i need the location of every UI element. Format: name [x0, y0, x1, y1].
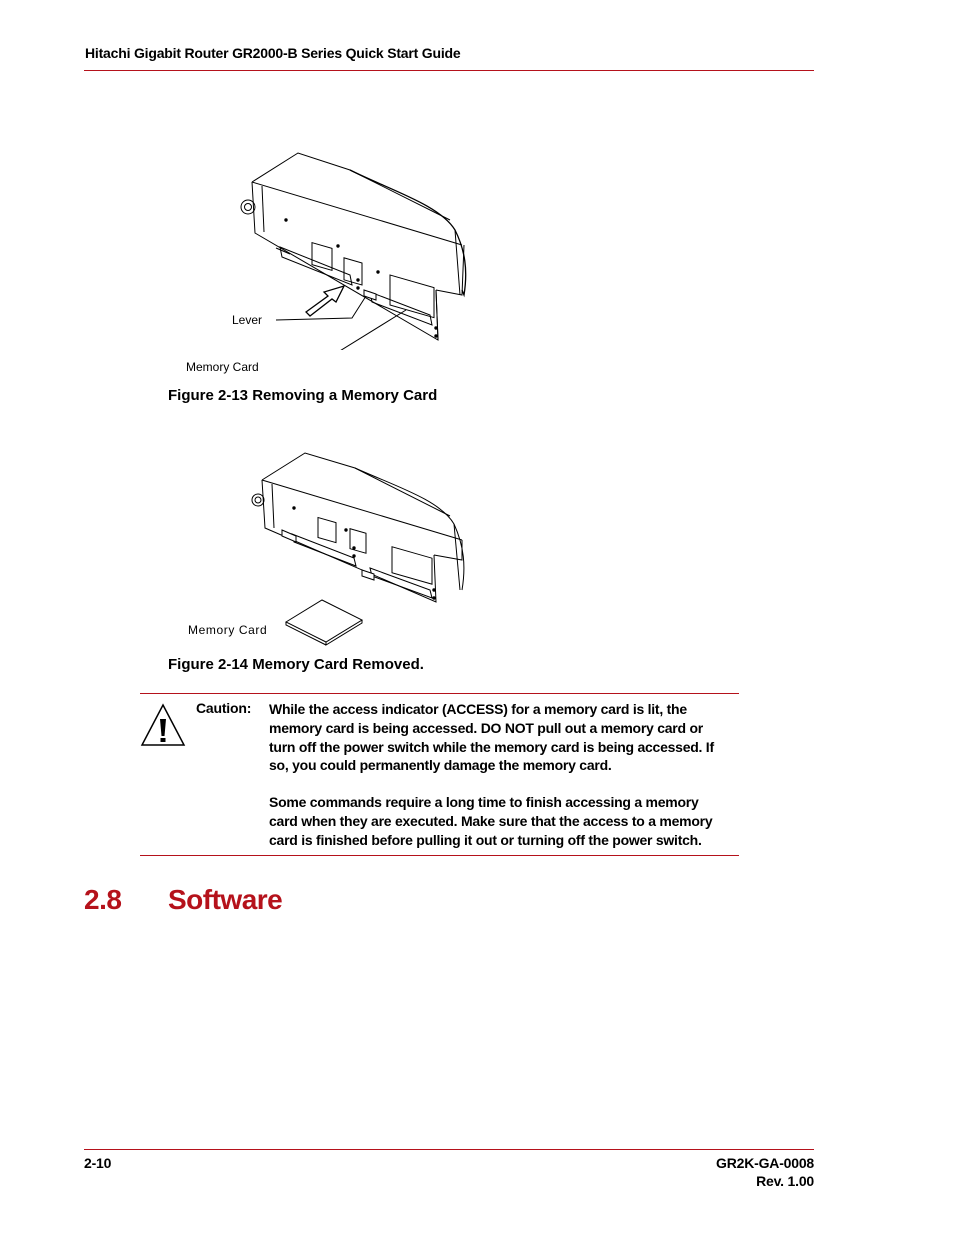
warning-exclamation-icon [140, 703, 186, 747]
section-title: Software [168, 884, 283, 915]
memory-card-label: Memory Card [186, 360, 259, 374]
page-number: 2-10 [84, 1155, 112, 1171]
memory-card-removed-label: Memory Card [188, 623, 268, 637]
caution-bottom-rule [140, 855, 739, 856]
caution-top-rule [140, 693, 739, 694]
lever-label: Lever [232, 313, 263, 327]
figure-2-14-illustration [250, 450, 470, 650]
header-rule [84, 70, 814, 71]
caution-paragraph-1: While the access indicator (ACCESS) for a memory card is lit, the memory card is being accessed. DO NOT pull out a memory card or turn off the power switch while the memory card is being accessed. If so, you could permanently damage the memory card. [269, 701, 714, 774]
section-number: 2.8 [84, 884, 122, 915]
caution-paragraph-2: Some commands require a long time to finish accessing a memory card when they are executed. Make sure that the access to a memory card is finished before pulling it out or turning off the power switch. [269, 794, 713, 848]
figure-2-13-illustration [240, 150, 480, 350]
caution-label: Caution: [196, 700, 252, 716]
figure-2-13-caption: Figure 2-13 Removing a Memory Card [168, 387, 438, 404]
running-header: Hitachi Gigabit Router GR2000-B Series Quick Start Guide [85, 45, 461, 61]
revision: Rev. 1.00 [756, 1173, 814, 1189]
figure-2-14-caption: Figure 2-14 Memory Card Removed. [168, 656, 424, 673]
footer-rule [84, 1149, 814, 1150]
document-id: GR2K-GA-0008 [716, 1155, 814, 1171]
